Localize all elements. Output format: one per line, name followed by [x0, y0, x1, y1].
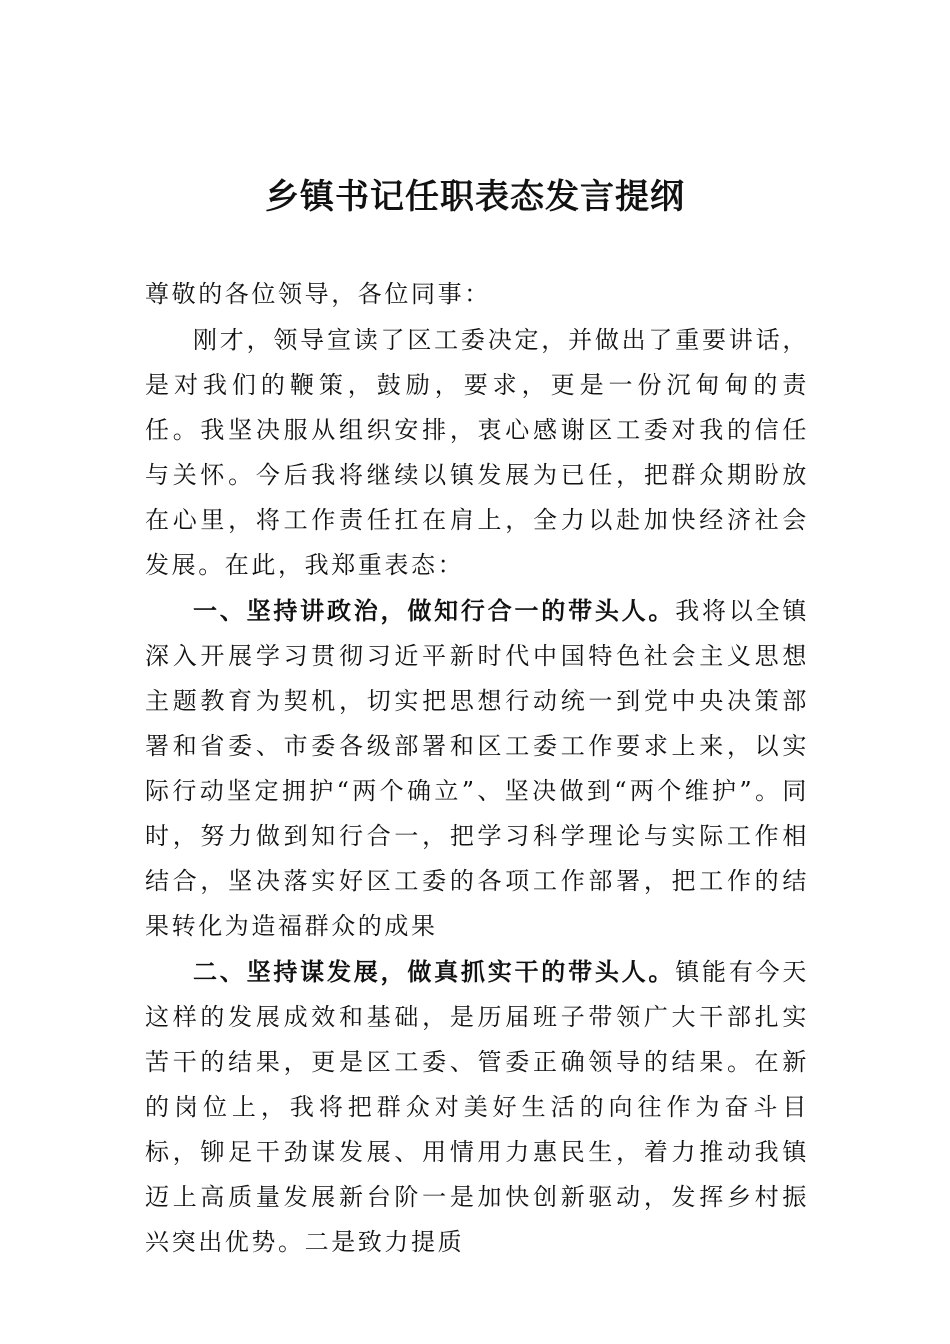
paragraph-text: 刚才，领导宣读了区工委决定，并做出了重要讲话，是对我们的鞭策，鼓励，要求，更是一份沉甸甸的责任。我坚决服从组织安排，衷心感谢区工委对我的信任与关怀。今后我将继续以镇发展为已任，把群众期盼放在心里，将工作责任扛在肩上，全力以赴加快经济社会发展。在此，我郑重表态：	[145, 326, 809, 579]
paragraph-lead: 一、坚持讲政治，做知行合一的带头人。	[193, 596, 676, 625]
paragraph-lead: 二、坚持谋发展，做真抓实干的带头人。	[193, 957, 676, 986]
document-title: 乡镇书记任职表态发言提纲	[265, 177, 685, 217]
paragraph-point-one	[145, 588, 809, 949]
salutation: 尊敬的各位领导，各位同事：	[145, 280, 491, 308]
paragraph-point-two	[145, 949, 809, 1265]
paragraph-text: 镇能有今天这样的发展成效和基础，是历届班子带领广大干部扎实苦干的结果，更是区工委、管委正确领导的结果。在新的岗位上，我将把群众对美好生活的向往作为奋斗目标，铆足干劲谋发展、用情用力惠民生，着力推动我镇迈上高质量发展新台阶一是加快创新驱动，发挥乡村振兴突出优势。二是致力提质	[145, 958, 809, 1256]
paragraph-text: 我将以全镇深入开展学习贯彻习近平新时代中国特色社会主义思想主题教育为契机，切实把思想行动统一到党中央决策部署和省委、市委各级部署和区工委工作要求上来，以实际行动坚定拥护“两个确立”、坚决做到“两个维护”。同时，努力做到知行合一，把学习科学理论与实际工作相结合，坚决落实好区工委的各项工作部署，把工作的结果转化为造福群众的成果	[145, 597, 809, 940]
paragraph-intro	[145, 317, 809, 588]
document-body	[145, 272, 809, 1265]
